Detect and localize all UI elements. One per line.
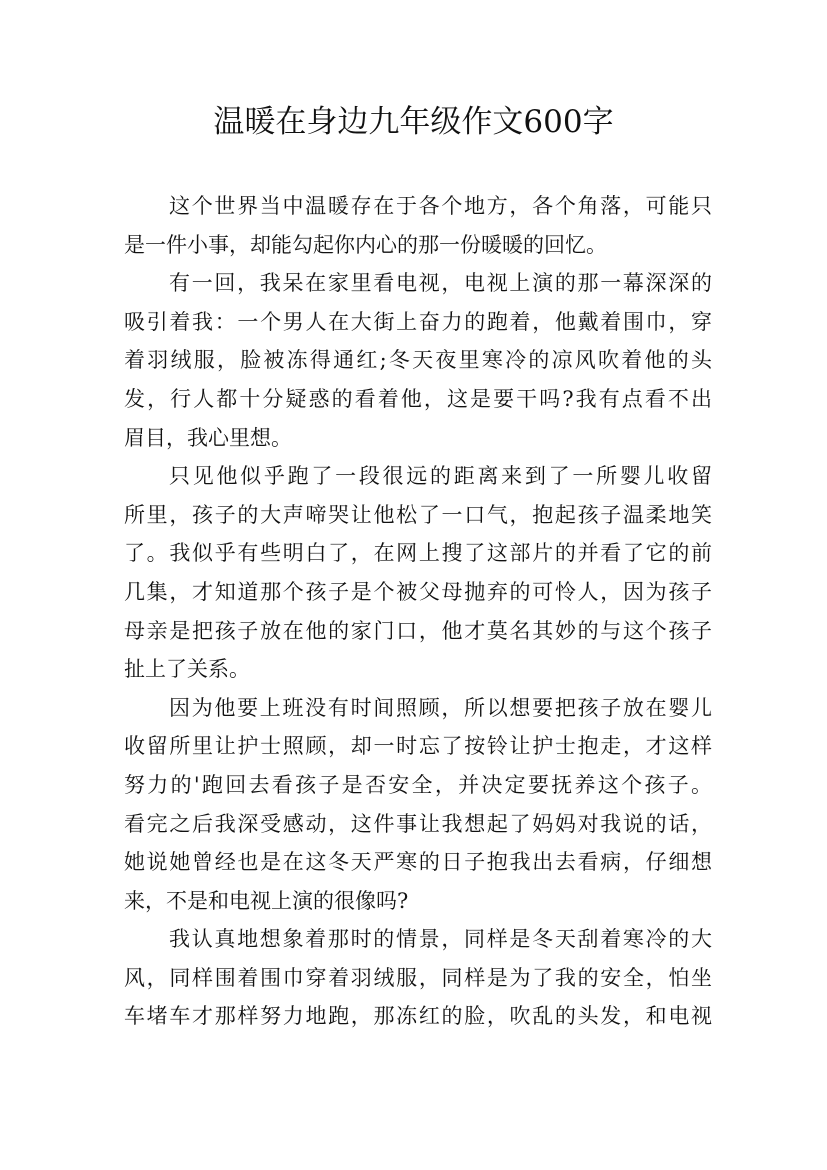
text-line: 了。我似乎有些明白了，在网上搜了这部片的并看了它的前 xyxy=(124,541,712,566)
text-line: 发，行人都十分疑惑的看着他，这是要干吗?我有点看不出 xyxy=(124,386,712,411)
text-line: 是一件小事，却能勾起你内心的那一份暖暖的回忆。 xyxy=(124,232,607,257)
paragraph-1 xyxy=(124,187,712,264)
text-line: 扯上了关系。 xyxy=(124,657,250,682)
text-line: 母亲是把孩子放在他的家门口，他才莫名其妙的与这个孩子 xyxy=(124,618,712,643)
text-line: 她说她曾经也是在这冬天严寒的日子抱我出去看病，仔细想 xyxy=(124,850,712,875)
text-line: 我认真地想象着那时的情景，同样是冬天刮着寒冷的大 xyxy=(169,927,712,952)
text-line: 这个世界当中温暖存在于各个地方，各个角落，可能只 xyxy=(169,194,712,218)
text-line: 几集，才知道那个孩子是个被父母抛弃的可怜人，因为孩子 xyxy=(124,579,712,604)
paragraph-5 xyxy=(124,920,712,1036)
text-line: 眉目，我心里想。 xyxy=(124,425,292,450)
text-line: 只见他似乎跑了一段很远的距离来到了一所婴儿收留 xyxy=(169,464,712,489)
text-line: 看完之后我深受感动，这件事让我想起了妈妈对我说的话， xyxy=(124,811,712,836)
text-line: 车堵车才那样努力地跑，那冻红的脸，吹乱的头发，和电视 xyxy=(124,1004,712,1029)
text-line: 风，同样围着围巾穿着羽绒服，同样是为了我的安全，怕坐 xyxy=(124,965,712,990)
document-body xyxy=(124,187,712,1036)
text-line: 收留所里让护士照顾，却一时忘了按铃让护士抱走，才这样 xyxy=(124,734,712,759)
text-line: 有一回，我呆在家里看电视，电视上演的那一幕深深的 xyxy=(169,271,712,296)
document-title: 温暖在身边九年级作文600字 xyxy=(213,104,614,140)
text-line: 吸引着我：一个男人在大街上奋力的跑着，他戴着围巾，穿 xyxy=(124,309,712,334)
paragraph-4 xyxy=(124,689,712,921)
text-line: 来，不是和电视上演的很像吗? xyxy=(124,888,409,913)
text-line: 因为他要上班没有时间照顾，所以想要把孩子放在婴儿 xyxy=(169,695,712,720)
text-line: 着羽绒服，脸被冻得通红;冬天夜里寒冷的凉风吹着他的头 xyxy=(124,348,712,373)
text-line: 所里，孩子的大声啼哭让他松了一口气，抱起孩子温柔地笑 xyxy=(124,502,712,527)
text-line: 努力的'跑回去看孩子是否安全，并决定要抚养这个孩子。 xyxy=(124,772,712,797)
paragraph-3 xyxy=(124,457,712,689)
paragraph-2 xyxy=(124,264,712,457)
